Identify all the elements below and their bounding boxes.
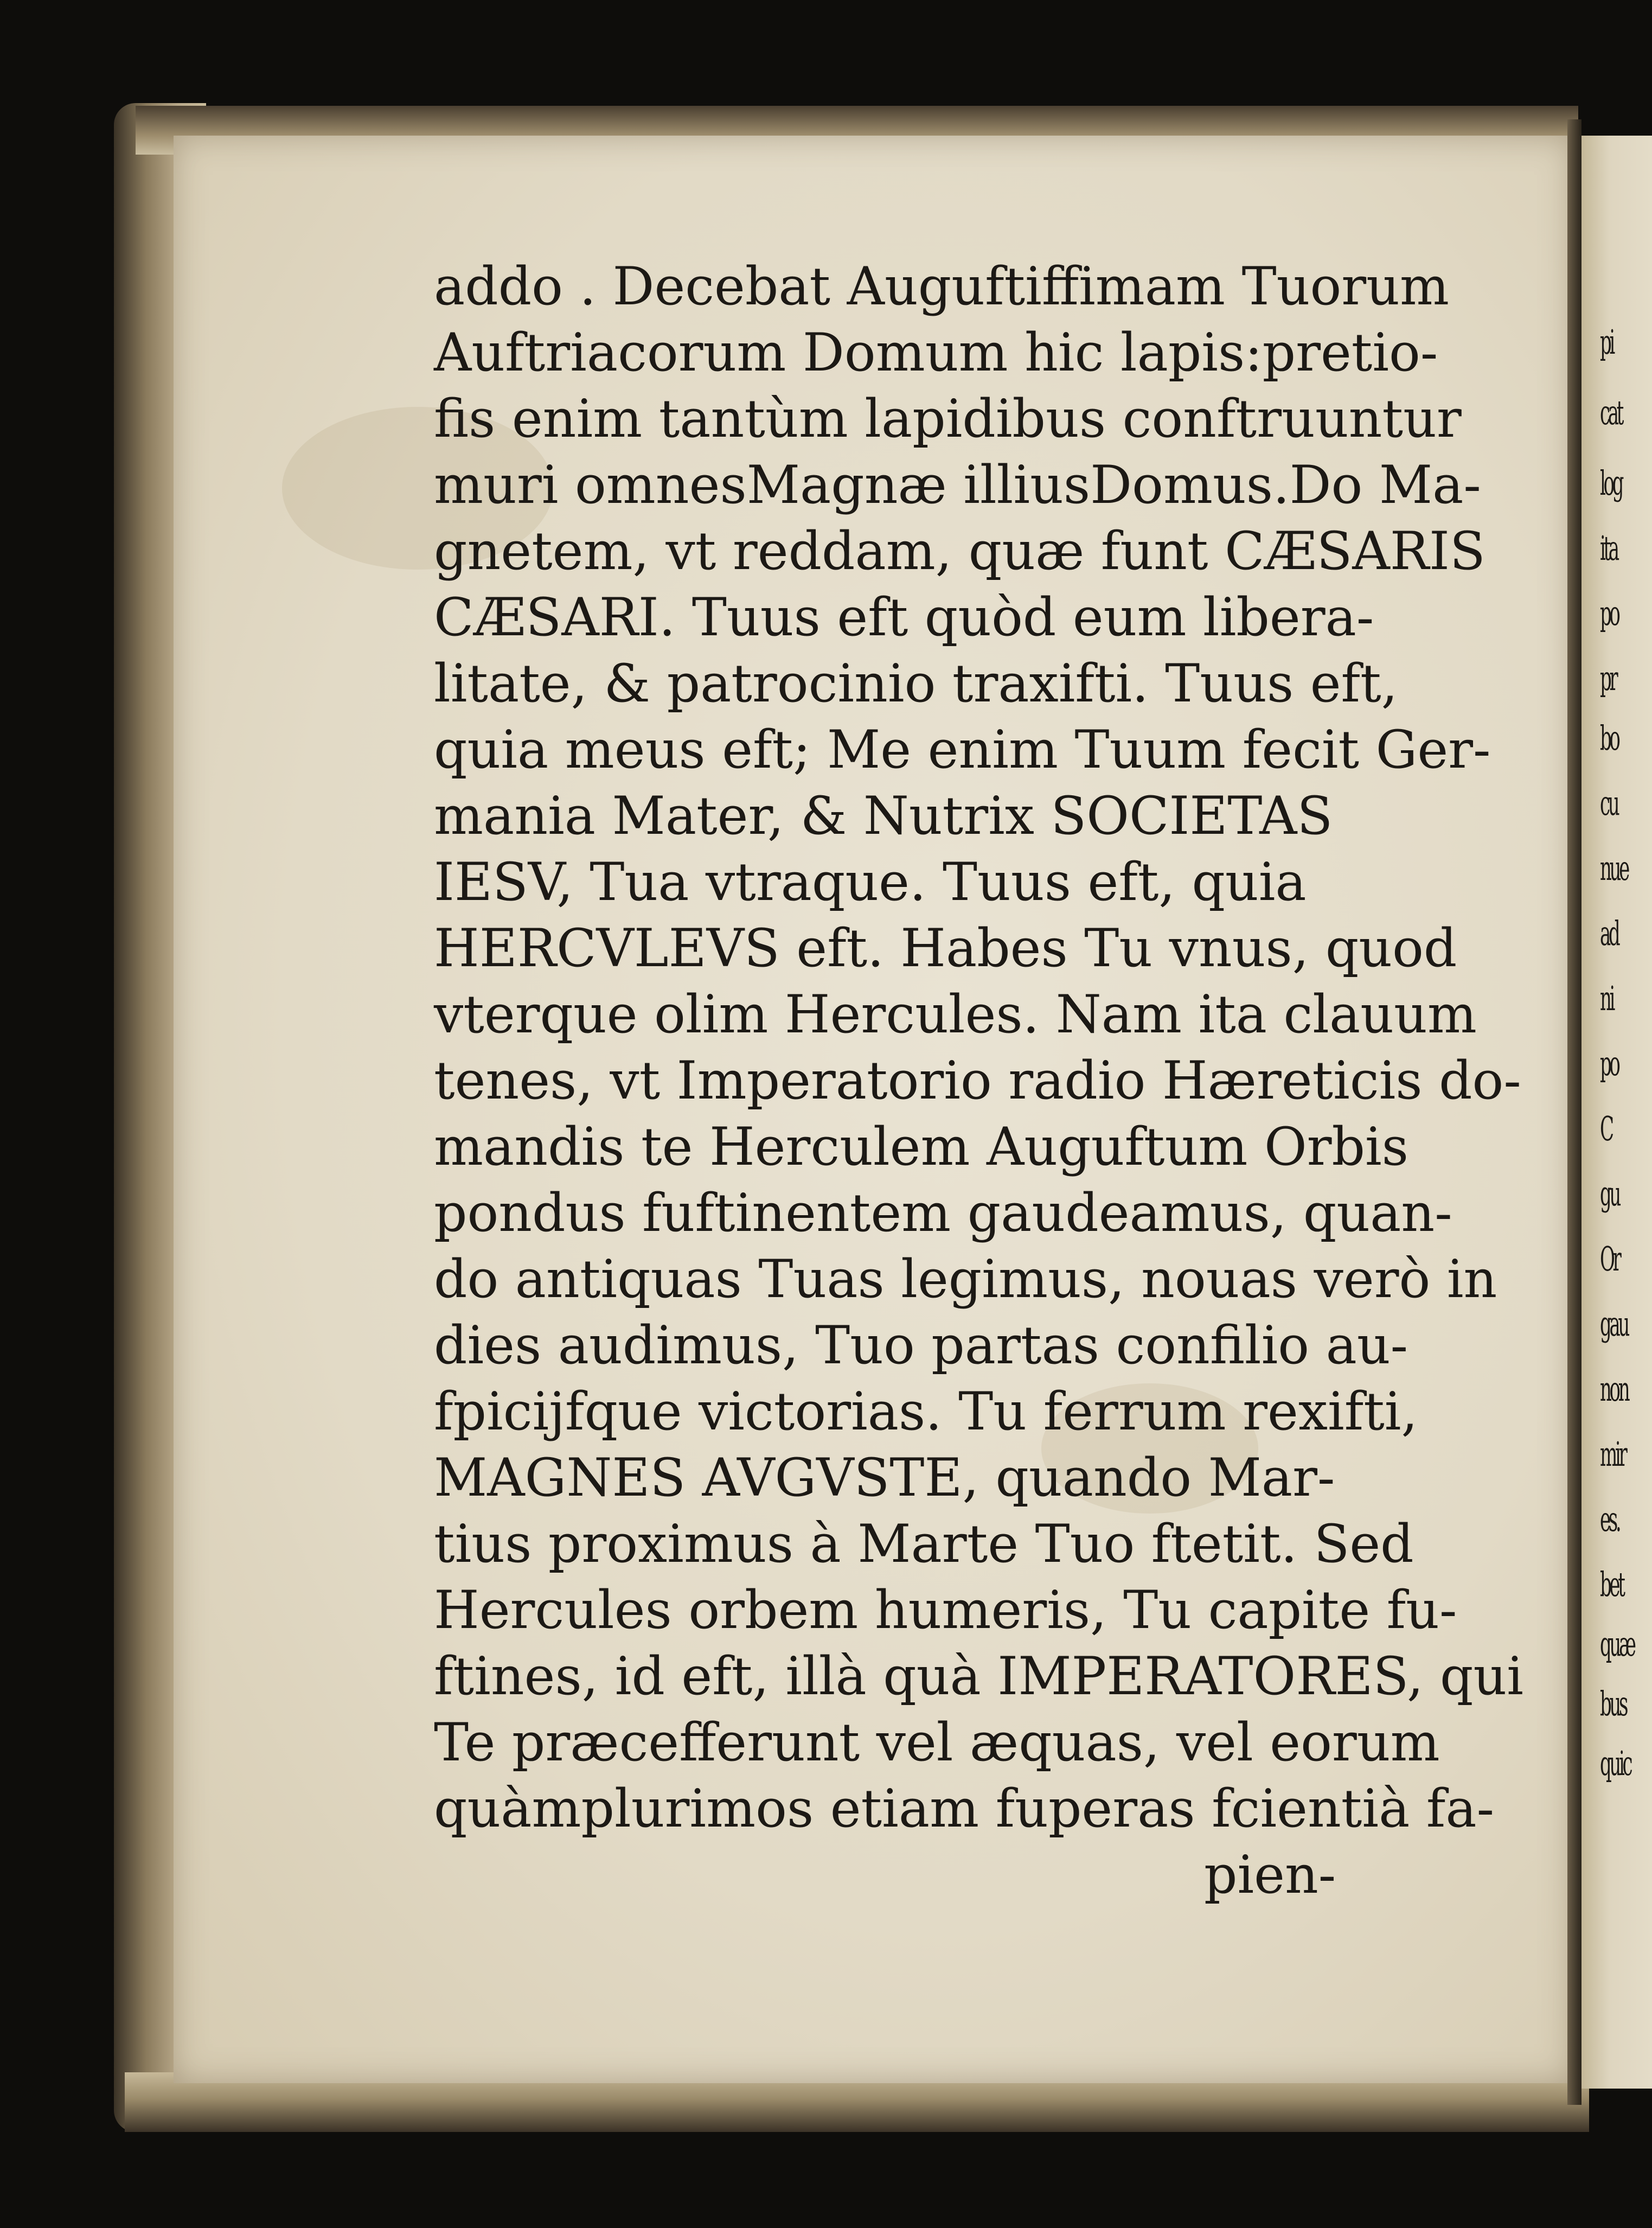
text-line: gnetem, vt reddam, quæ funt CÆSARIS	[434, 521, 1485, 582]
facing-fragment: bus	[1600, 1684, 1627, 1723]
facing-fragment: bet	[1600, 1565, 1623, 1604]
facing-fragment: nue	[1600, 848, 1628, 888]
text-line: pondus fuftinentem gaudeamus, quan-	[434, 1183, 1452, 1243]
facing-fragment: quæ	[1600, 1624, 1634, 1664]
facing-fragment: po	[1600, 1044, 1618, 1083]
facing-fragment: ni	[1600, 979, 1613, 1018]
facing-fragment: mir	[1600, 1434, 1625, 1474]
gutter	[1567, 119, 1581, 2105]
text-line: muri omnesMagnæ illiusDomus.Do Ma-	[434, 455, 1481, 515]
text-line: litate, & patrocinio traxifti. Tuus eft,	[434, 653, 1398, 714]
facing-fragment: cat	[1600, 393, 1622, 432]
text-line: tenes, vt Imperatorio radio Hæreticis do-	[434, 1050, 1521, 1111]
text-line: mania Mater, & Nutrix SOCIETAS	[434, 786, 1333, 846]
text-line: do antiquas Tuas legimus, nouas verò in	[434, 1249, 1497, 1310]
facing-fragment: ad	[1600, 914, 1618, 953]
facing-fragment: log	[1600, 463, 1622, 503]
facing-fragment: non	[1600, 1369, 1628, 1409]
text-line: quàmplurimos etiam fuperas fcientià fa-	[434, 1778, 1495, 1839]
facing-fragment: quic	[1600, 1744, 1631, 1783]
catchword: pien-	[1204, 1844, 1336, 1905]
text-line: Te præcefferunt vel æquas, vel eorum	[434, 1712, 1440, 1773]
text-line: fpicijfque victorias. Tu ferrum rexifti,	[434, 1381, 1418, 1442]
facing-fragment: pr	[1600, 659, 1616, 698]
facing-fragment: gau	[1600, 1304, 1628, 1344]
facing-fragment: gu	[1600, 1174, 1619, 1214]
text-line: Auftriacorum Domum hic lapis:pretio-	[434, 322, 1438, 383]
text-line: mandis te Herculem Auguftum Orbis	[434, 1116, 1408, 1177]
text-line: addo . Decebat Auguftiffimam Tuorum	[434, 256, 1449, 317]
text-line: dies audimus, Tuo partas confilio au-	[434, 1315, 1408, 1376]
text-line: quia meus eft; Me enim Tuum fecit Ger-	[434, 719, 1491, 780]
text-line: CÆSARI. Tuus eft quòd eum libera-	[434, 587, 1374, 648]
text-line: ftines, id eft, illà quà IMPERATORES, qui	[434, 1646, 1523, 1707]
text-line: vterque olim Hercules. Nam ita clauum	[434, 984, 1477, 1045]
facing-fragment: ita	[1600, 528, 1617, 568]
text-line: MAGNES AVGVSTE, quando Mar-	[434, 1447, 1335, 1508]
facing-fragment: pi	[1600, 322, 1613, 362]
facing-fragment: bo	[1600, 718, 1618, 758]
facing-fragment: po	[1600, 593, 1618, 633]
text-line: HERCVLEVS eft. Habes Tu vnus, quod	[434, 918, 1457, 979]
facing-fragment: cu	[1600, 783, 1618, 823]
text-line: tius proximus à Marte Tuo ftetit. Sed	[434, 1514, 1414, 1574]
text-line: fis enim tantùm lapidibus conftruuntur	[434, 388, 1462, 449]
facing-fragment: C	[1600, 1109, 1612, 1148]
text-line: IESV, Tua vtraque. Tuus eft, quia	[434, 852, 1307, 912]
facing-fragment: es.	[1600, 1499, 1619, 1539]
facing-fragment: Or	[1600, 1239, 1619, 1279]
text-line: Hercules orbem humeris, Tu capite fu-	[434, 1580, 1457, 1640]
